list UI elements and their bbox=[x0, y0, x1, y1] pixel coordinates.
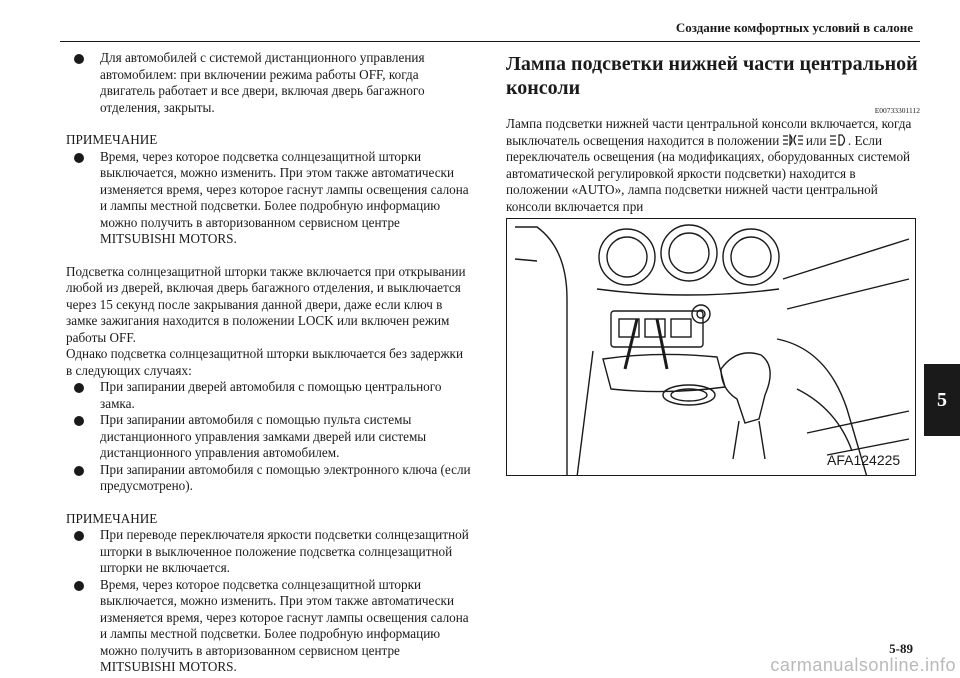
note-title-1: ПРИМЕЧАНИЕ bbox=[66, 132, 158, 147]
right-column bbox=[506, 52, 920, 215]
paragraph-2: Однако подсветка солнцезащитной шторки выключается без задержки в следующих случаях: bbox=[66, 346, 464, 378]
body-part-2: Если переключатель освещения (на модификациях, оборудованных системой автоматической регулировкой яркости подсветки) находится в положении «AUTO», лампа подсветки нижней части центральной консоли включается при bbox=[506, 132, 911, 214]
page-number: 5-89 bbox=[889, 641, 913, 656]
section-code: E00733301112 bbox=[874, 106, 920, 115]
left-column bbox=[66, 50, 472, 676]
section-title: Лампа подсветки нижней части центральной консоли bbox=[506, 53, 918, 99]
figure-label: AFA124225 bbox=[827, 452, 901, 468]
console-figure bbox=[506, 218, 916, 476]
headlight-icon bbox=[830, 134, 848, 146]
note-2-bullet-2: Время, через которое подсветка солнцезащитной шторки выключается, можно изменить. При этом также автоматически изменяется время, через которое гаснут лампы освещения салона и лампы местной подсветки. Более подробную информацию можно получить в авторизованном сервисном центре MITSUBISHI MOTORS. bbox=[66, 577, 472, 676]
note-title-2: ПРИМЕЧАНИЕ bbox=[66, 510, 158, 526]
body-part-1: Лампа подсветки нижней части центральной консоли включается, когда выключатель освещения находится в положении bbox=[506, 116, 912, 148]
paragraph-1: Подсветка солнцезащитной шторки также включается при открывании любой из дверей, включая дверь багажного отделения, и выключается через 15 секунд после закрывания данной двери, даже если ключ в замке зажигания находится в положении LOCK или включен режим работы OFF. bbox=[66, 263, 466, 345]
parking-lights-icon bbox=[783, 134, 803, 146]
body-or: или bbox=[805, 132, 827, 148]
note-1-bullet: Время, через которое подсветка солнцезащитной шторки выключается, можно изменить. При этом также автоматически изменяется время, через которое гаснут лампы освещения салона и лампы местной подсветки. Более подробную информацию можно получить в авторизованном сервисном центре MITSUBISHI MOTORS. bbox=[66, 149, 472, 248]
intro-bullet: Для автомобилей с системой дистанционного управления автомобилем: при включении режима работы OFF, когда двигатель работает и все двери, включая дверь багажного отделения, закрыты. bbox=[66, 50, 472, 116]
center-console-illustration bbox=[507, 219, 916, 476]
chapter-tab: 5 bbox=[924, 364, 960, 436]
note-2-bullet-1: При переводе переключателя яркости подсветки солнцезащитной шторки в выключенное положение подсветка солнцезащитной шторки не включается. bbox=[66, 527, 472, 577]
case-bullet-3: При запирании автомобиля с помощью электронного ключа (если предусмотрено). bbox=[66, 462, 472, 495]
case-bullet-2: При запирании автомобиля с помощью пульта системы дистанционного управления замками дверей или системы дистанционного управления автомобилем. bbox=[66, 412, 472, 462]
header-divider bbox=[60, 41, 920, 42]
section-body: Лампа подсветки нижней части центральной консоли включается, когда выключатель освещения находится в положении или . Если переключатель освещения (на модификациях, оборудованных системой автоматической регулировкой яркости подсветки) находится в положении «AUTO», лампа подсветки нижней части центральной консоли включается при bbox=[506, 116, 912, 214]
case-bullet-1: При запирании дверей автомобиля с помощью центрального замка. bbox=[66, 379, 472, 412]
watermark: carmanualsonline.info bbox=[770, 655, 956, 675]
running-header: Создание комфортных условий в салоне bbox=[675, 20, 913, 35]
